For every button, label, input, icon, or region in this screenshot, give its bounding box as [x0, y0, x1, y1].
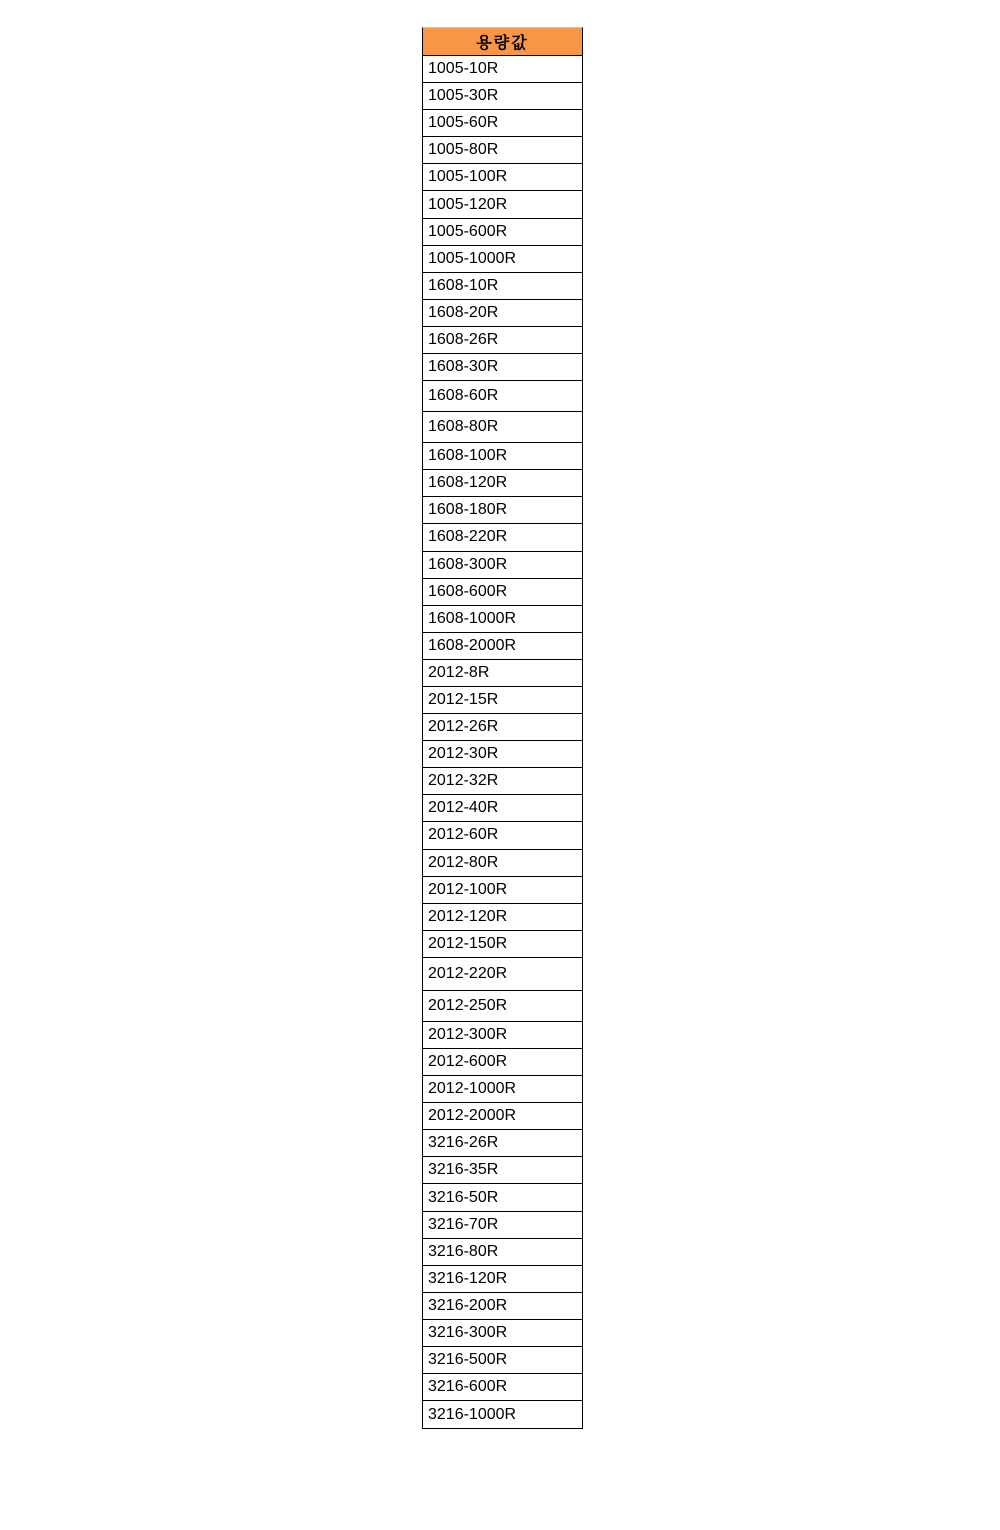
cell-value: 1608-1000R	[428, 609, 517, 627]
cell-value: 1608-2000R	[428, 636, 517, 654]
table-row[interactable]	[423, 56, 582, 83]
cell-value: 3216-120R	[428, 1269, 508, 1287]
table-row[interactable]	[423, 273, 582, 300]
table-row[interactable]	[423, 470, 582, 497]
cell-value: 1608-220R	[428, 528, 508, 546]
table-row[interactable]	[423, 1130, 582, 1157]
cell-value: 1608-600R	[428, 582, 508, 600]
cell-value: 2012-120R	[428, 907, 508, 925]
cell-value: 1005-120R	[428, 195, 508, 213]
cell-value: 1005-1000R	[428, 249, 517, 267]
table-row[interactable]	[423, 606, 582, 633]
table-row[interactable]	[423, 822, 582, 849]
table-row[interactable]	[423, 660, 582, 687]
cell-value: 1005-80R	[428, 141, 499, 159]
cell-value: 2012-2000R	[428, 1107, 517, 1125]
table-row[interactable]	[423, 164, 582, 191]
cell-value: 3216-50R	[428, 1188, 499, 1206]
cell-value: 1608-300R	[428, 555, 508, 573]
table-row[interactable]	[423, 524, 582, 551]
cell-value: 3216-70R	[428, 1215, 499, 1233]
cell-value: 2012-1000R	[428, 1080, 517, 1098]
cell-value: 3216-1000R	[428, 1405, 517, 1423]
table-row[interactable]	[423, 1184, 582, 1211]
cell-value: 1005-600R	[428, 222, 508, 240]
cell-value: 2012-30R	[428, 745, 499, 763]
table-row[interactable]	[423, 246, 582, 273]
table-row[interactable]	[423, 850, 582, 877]
table-header-cell[interactable]	[423, 28, 582, 56]
cell-value: 1608-60R	[428, 387, 499, 405]
table-row[interactable]	[423, 904, 582, 931]
cell-value: 3216-500R	[428, 1351, 508, 1369]
table-row[interactable]	[423, 443, 582, 470]
table-row[interactable]	[423, 1347, 582, 1374]
cell-value: 1608-20R	[428, 303, 499, 321]
capacity-table	[422, 27, 583, 1429]
table-row[interactable]	[423, 877, 582, 904]
table-row[interactable]	[423, 687, 582, 714]
cell-value: 1608-10R	[428, 276, 499, 294]
cell-value: 2012-15R	[428, 691, 499, 709]
table-row[interactable]	[423, 191, 582, 218]
cell-value: 3216-300R	[428, 1323, 508, 1341]
cell-value: 2012-60R	[428, 826, 499, 844]
cell-value: 1608-30R	[428, 358, 499, 376]
table-row[interactable]	[423, 1293, 582, 1320]
cell-value: 2012-32R	[428, 772, 499, 790]
table-row[interactable]	[423, 1049, 582, 1076]
cell-value: 2012-40R	[428, 799, 499, 817]
table-row[interactable]	[423, 1374, 582, 1401]
table-row[interactable]	[423, 110, 582, 137]
cell-value: 1005-60R	[428, 114, 499, 132]
table-row[interactable]	[423, 931, 582, 958]
table-row[interactable]	[423, 1103, 582, 1130]
table-row[interactable]	[423, 497, 582, 524]
table-row[interactable]	[423, 83, 582, 110]
table-row[interactable]	[423, 958, 582, 991]
cell-value: 1005-30R	[428, 87, 499, 105]
cell-value: 2012-250R	[428, 996, 508, 1014]
cell-value: 2012-220R	[428, 964, 508, 982]
table-row[interactable]	[423, 552, 582, 579]
table-row[interactable]	[423, 768, 582, 795]
cell-value: 3216-35R	[428, 1161, 499, 1179]
table-row[interactable]	[423, 1266, 582, 1293]
table-row[interactable]	[423, 714, 582, 741]
table-row[interactable]	[423, 300, 582, 327]
table-row[interactable]	[423, 1022, 582, 1049]
table-row[interactable]	[423, 1320, 582, 1347]
cell-value: 3216-80R	[428, 1242, 499, 1260]
cell-value: 2012-100R	[428, 880, 508, 898]
table-row[interactable]	[423, 991, 582, 1022]
table-row[interactable]	[423, 1401, 582, 1428]
table-row[interactable]	[423, 137, 582, 164]
table-row[interactable]	[423, 579, 582, 606]
cell-value: 2012-80R	[428, 853, 499, 871]
cell-value: 1608-80R	[428, 418, 499, 436]
table-row[interactable]	[423, 219, 582, 246]
table-rows	[423, 56, 582, 1428]
cell-value: 2012-300R	[428, 1025, 508, 1043]
table-row[interactable]	[423, 1157, 582, 1184]
table-row[interactable]	[423, 633, 582, 660]
cell-value: 1608-26R	[428, 330, 499, 348]
table-row[interactable]	[423, 1076, 582, 1103]
table-row[interactable]	[423, 354, 582, 381]
cell-value: 1005-100R	[428, 168, 508, 186]
cell-value: 3216-26R	[428, 1134, 499, 1152]
cell-value: 1608-100R	[428, 447, 508, 465]
cell-value: 1608-120R	[428, 474, 508, 492]
cell-value: 3216-600R	[428, 1378, 508, 1396]
cell-value: 1005-10R	[428, 60, 499, 78]
table-row[interactable]	[423, 741, 582, 768]
table-row[interactable]	[423, 327, 582, 354]
table-row[interactable]	[423, 412, 582, 443]
cell-value: 2012-150R	[428, 934, 508, 952]
table-row[interactable]	[423, 795, 582, 822]
table-row[interactable]	[423, 1212, 582, 1239]
cell-value: 1608-180R	[428, 501, 508, 519]
table-row[interactable]	[423, 381, 582, 412]
cell-value: 3216-200R	[428, 1296, 508, 1314]
cell-value: 2012-600R	[428, 1053, 508, 1071]
table-row[interactable]	[423, 1239, 582, 1266]
table-header-label: 용량값	[476, 35, 529, 52]
cell-value: 2012-8R	[428, 663, 490, 681]
cell-value: 2012-26R	[428, 718, 499, 736]
